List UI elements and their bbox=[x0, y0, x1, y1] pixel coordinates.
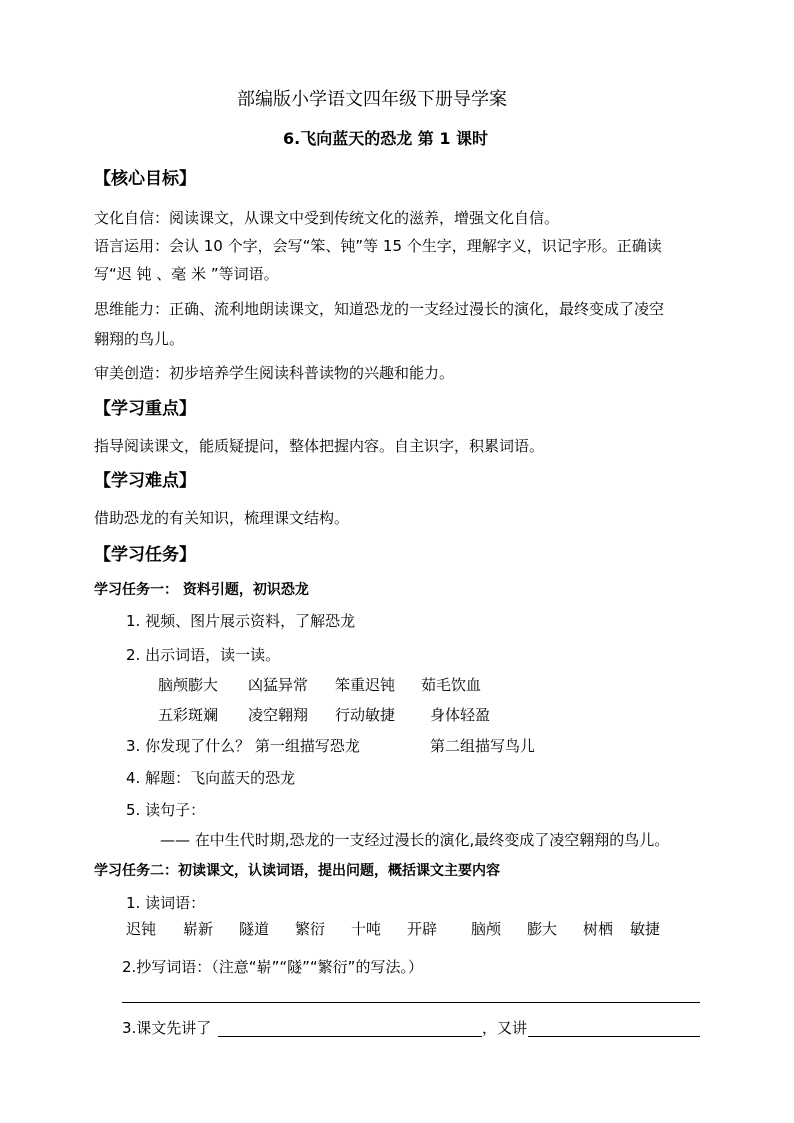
word-list-item: 五彩斑斓 bbox=[158, 706, 219, 724]
tasks-heading: 【学习任务】 bbox=[94, 545, 196, 565]
task1-item1: 1. 视频、图片展示资料，了解恐龙 bbox=[126, 612, 356, 630]
answer-blank-2[interactable] bbox=[528, 1020, 700, 1037]
vocab-word: 迟钝 bbox=[126, 920, 157, 938]
task1-title: 学习任务一： 资料引题，初识恐龙 bbox=[94, 582, 309, 598]
vocab-word: 膨大 bbox=[527, 920, 558, 938]
word-list-item: 茹毛饮血 bbox=[421, 676, 482, 694]
word-list-item: 行动敏捷 bbox=[335, 706, 396, 724]
task1-item3: 3. 你发现了什么？ 第一组描写恐龙 bbox=[126, 737, 360, 755]
vocab-word: 崭新 bbox=[183, 920, 214, 938]
vocab-word: 树栖 bbox=[583, 920, 614, 938]
key-points-text: 指导阅读课文，能质疑提问，整体把握内容。自主识字，积累词语。 bbox=[94, 437, 545, 455]
core-goal-culture: 文化自信：阅读课文，从课文中受到传统文化的滋养，增强文化自信。 bbox=[94, 209, 560, 227]
task2-title: 学习任务二：初读课文，认读词语，提出问题，概括课文主要内容 bbox=[94, 863, 500, 879]
core-goal-aesthetic: 审美创造：初步培养学生阅读科普读物的兴趣和能力。 bbox=[94, 364, 455, 382]
core-goal-language: 语言运用：会认 10 个字，会写“笨、钝”等 15 个生字，理解字义，识记字形。正确读 bbox=[94, 237, 662, 255]
word-list-item: 笨重迟钝 bbox=[335, 676, 396, 694]
lesson-subtitle: 6.飞向蓝天的恐龙 第 1 课时 bbox=[283, 129, 489, 148]
word-list-item: 身体轻盈 bbox=[430, 706, 491, 724]
core-goal-thinking-cont: 翱翔的鸟儿。 bbox=[94, 330, 185, 348]
task2-item1: 1. 读词语： bbox=[126, 894, 206, 912]
copy-answer-line[interactable] bbox=[122, 1002, 700, 1003]
vocab-word: 隧道 bbox=[239, 920, 270, 938]
core-goal-thinking: 思维能力：正确、流利地朗读课文，知道恐龙的一支经过漫长的演化，最终变成了凌空 bbox=[94, 300, 665, 318]
vocab-word: 繁衍 bbox=[295, 920, 326, 938]
task2-item3-mid: ，又讲 bbox=[482, 1019, 528, 1037]
vocab-word: 开辟 bbox=[407, 920, 438, 938]
difficulties-text: 借助恐龙的有关知识，梳理课文结构。 bbox=[94, 509, 350, 527]
vocab-word: 敏捷 bbox=[630, 920, 661, 938]
quoted-sentence: —— 在中生代时期,恐龙的一支经过漫长的演化,最终变成了凌空翱翔的鸟儿。 bbox=[160, 831, 670, 849]
difficulties-heading: 【学习难点】 bbox=[94, 471, 196, 491]
key-points-heading: 【学习重点】 bbox=[94, 399, 196, 419]
task1-item5: 5. 读句子： bbox=[126, 801, 206, 819]
task1-item4: 4. 解题：飞向蓝天的恐龙 bbox=[126, 769, 296, 787]
page-title: 部编版小学语文四年级下册导学案 bbox=[237, 89, 507, 110]
core-goal-language-cont: 写“迟 钝 、毫 米 ”等词语。 bbox=[94, 265, 279, 283]
word-list-item: 凶猛异常 bbox=[248, 676, 309, 694]
task1-item3-second-group: 第二组描写鸟儿 bbox=[430, 737, 536, 755]
word-list-item: 脑颅膨大 bbox=[158, 676, 219, 694]
core-goals-heading: 【核心目标】 bbox=[94, 169, 196, 189]
word-list-item: 凌空翱翔 bbox=[248, 706, 309, 724]
vocab-word: 脑颅 bbox=[471, 920, 502, 938]
task2-item3-prefix: 3.课文先讲了 bbox=[122, 1019, 212, 1037]
vocab-word: 十吨 bbox=[351, 920, 382, 938]
task1-item2: 2. 出示词语，读一读。 bbox=[126, 646, 281, 664]
task2-item2: 2.抄写词语：（注意“崭”“隧”“繁衍”的写法。） bbox=[122, 958, 423, 976]
answer-blank-1[interactable] bbox=[218, 1020, 482, 1037]
